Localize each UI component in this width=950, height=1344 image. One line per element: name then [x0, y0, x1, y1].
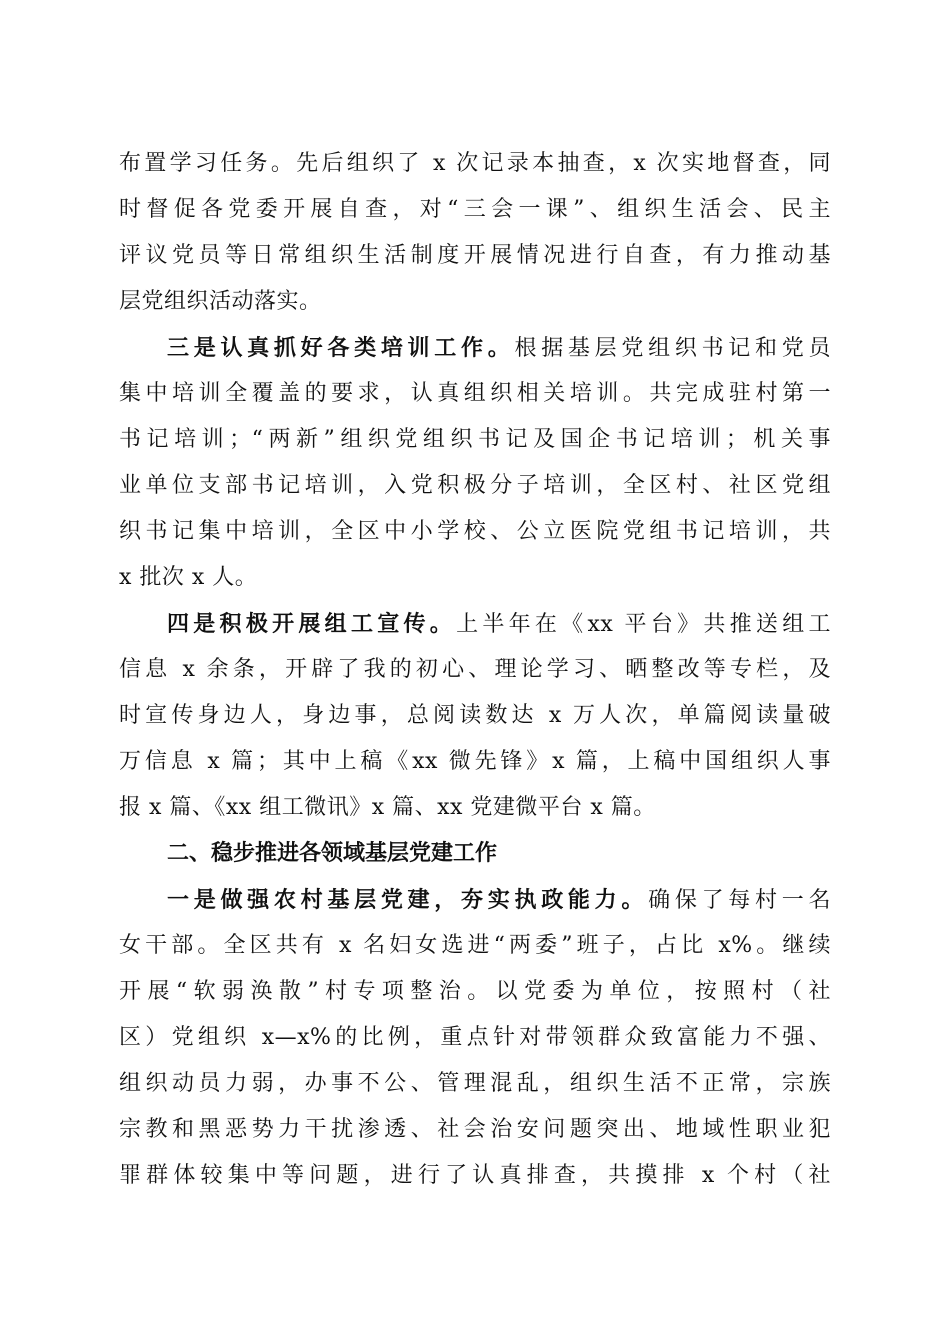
paragraph-line: 时督促各党委开展自查，对“三会一课”、组织生活会、民主: [119, 197, 831, 222]
paragraph-lead: 四是积极开展组工宣传。: [167, 611, 457, 637]
paragraph-line: 万信息 x 篇；其中上稿《xx 微先锋》x 篇，上稿中国组织人事: [119, 749, 831, 774]
paragraph-first-line: [119, 877, 831, 923]
paragraph-line: 区）党组织 x—x%的比例，重点针对带领群众致富能力不强、: [119, 1025, 831, 1050]
paragraph-line: 书记培训；“两新”组织党组织书记及国企书记培训；机关事: [119, 427, 831, 452]
paragraph-line: 评议党员等日常组织生活制度开展情况进行自查，有力推动基: [119, 243, 831, 268]
paragraph-first-rest: 确保了每村一名: [648, 888, 831, 913]
paragraph-first-rest: 上半年在《xx 平台》共推送组工: [456, 612, 831, 637]
paragraph-line: 时宣传身边人，身边事，总阅读数达 x 万人次，单篇阅读量破: [119, 703, 831, 728]
paragraph-line: 织书记集中培训，全区中小学校、公立医院党组书记培训，共: [119, 519, 831, 544]
paragraph-lead: 一是做强农村基层党建，夯实执政能力。: [167, 887, 649, 913]
paragraph-line: 层党组织活动落实。: [119, 289, 322, 314]
paragraph-line: 组织动员力弱，办事不公、管理混乱，组织生活不正常，宗族: [119, 1071, 831, 1096]
paragraph-line: 女干部。全区共有 x 名妇女选进“两委”班子，占比 x%。继续: [119, 933, 831, 958]
paragraph-first-line: [119, 325, 831, 371]
paragraph-first-line: [119, 601, 831, 647]
section-heading: 二、稳步推进各领域基层党建工作: [167, 841, 498, 866]
paragraph-lead: 三是认真抓好各类培训工作。: [167, 335, 515, 361]
paragraph-first-rest: 根据基层党组织书记和党员: [514, 336, 831, 361]
paragraph-line: 报 x 篇、《xx 组工微讯》x 篇、xx 党建微平台 x 篇。: [119, 795, 656, 820]
paragraph-line: 罪群体较集中等问题，进行了认真排查，共摸排 x 个村（社: [119, 1163, 831, 1188]
paragraph-line: 宗教和黑恶势力干扰渗透、社会治安问题突出、地域性职业犯: [119, 1117, 831, 1142]
document-body: [119, 141, 831, 1199]
paragraph-line: 信息 x 余条，开辟了我的初心、理论学习、晒整改等专栏，及: [119, 657, 831, 682]
paragraph-line: 布置学习任务。先后组织了 x 次记录本抽查，x 次实地督查，同: [119, 151, 831, 176]
paragraph-line: 业单位支部书记培训，入党积极分子培训，全区村、社区党组: [119, 473, 831, 498]
paragraph-line: 集中培训全覆盖的要求，认真组织相关培训。共完成驻村第一: [119, 381, 831, 406]
paragraph-line: x 批次 x 人。: [119, 565, 258, 590]
paragraph-line: 开展“软弱涣散”村专项整治。以党委为单位，按照村（社: [119, 979, 831, 1004]
